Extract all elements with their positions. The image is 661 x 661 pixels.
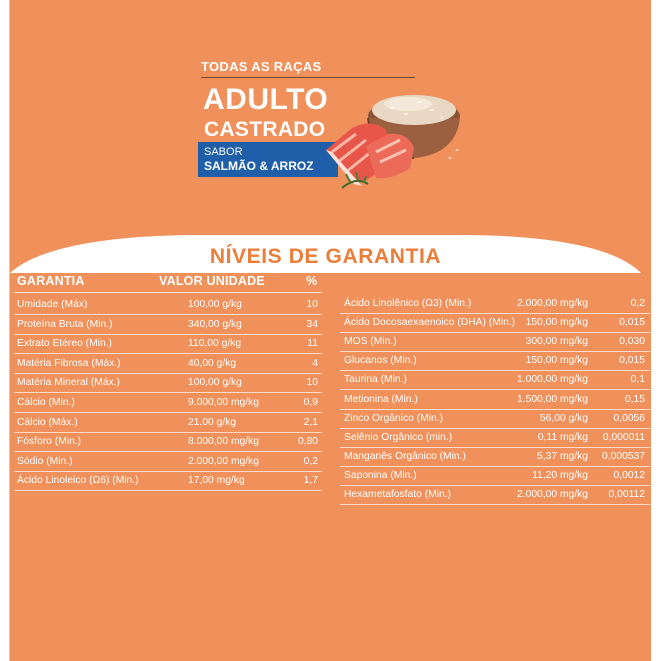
nutrient-percent: 1,7 xyxy=(303,475,318,487)
nutrient-percent: 0,80 xyxy=(297,436,318,448)
table-row xyxy=(14,334,322,354)
table-row xyxy=(340,313,650,333)
nutrient-percent: 34 xyxy=(306,318,318,330)
nutrient-name: Ácido Docosaexaenoico (DHA) (Min.) xyxy=(344,317,516,329)
table-row xyxy=(14,373,322,393)
table-row xyxy=(340,447,650,467)
nutrient-value: 11,20 mg/kg xyxy=(532,469,588,481)
table-row xyxy=(340,485,650,505)
nutrient-percent: 0,00112 xyxy=(608,489,645,500)
nutrient-name: Taurina (Min.) xyxy=(344,374,407,386)
nutrient-name: Manganês Orgânico (Min.) xyxy=(344,450,466,462)
product-title-line1: ADULTO xyxy=(203,83,329,116)
nutrient-value: 0,11 mg/kg xyxy=(537,431,588,443)
breeds-label: TODAS AS RAÇAS xyxy=(201,59,322,74)
nutrient-percent: 0,0012 xyxy=(613,469,645,481)
nutrient-name: Umidade (Máx) xyxy=(17,299,88,310)
salmon-rice-illustration xyxy=(322,88,472,196)
nutrient-percent: 0,2 xyxy=(630,298,645,309)
nutrient-value: 150,00 mg/kg xyxy=(525,317,588,329)
header-divider xyxy=(201,77,415,78)
table-row xyxy=(340,332,650,352)
nutrient-value: 56,00 g/kg xyxy=(539,412,588,424)
nutrient-name: Zinco Orgânico (Min.) xyxy=(344,412,443,424)
nutrient-name: Ácido Linolênico (Ω3) (Min.) xyxy=(344,298,472,309)
nutrient-name: Hexametafosfato (Min.) xyxy=(344,489,452,500)
table-row xyxy=(340,351,650,371)
nutrient-value: 340,00 g/kg xyxy=(188,318,242,330)
nutrient-percent: 2,1 xyxy=(303,416,318,428)
nutrient-value: 100,00 g/kg xyxy=(188,377,242,389)
nutrient-name: Sódio (Min.) xyxy=(17,455,73,467)
flavor-name: SALMÃO & ARROZ xyxy=(204,159,314,173)
nutrient-percent: 0,000011 xyxy=(602,431,645,443)
header-divider-line xyxy=(14,292,322,293)
nutrient-name: Fósforo (Min.) xyxy=(17,436,82,448)
flavor-prefix: SABOR xyxy=(204,146,243,158)
nutrient-percent: 0,030 xyxy=(619,336,645,348)
nutrient-value: 17,00 mg/kg xyxy=(188,475,245,487)
nutrient-percent: 10 xyxy=(306,377,318,389)
nutrient-value: 2.000,00 mg/kg xyxy=(517,489,588,500)
nutrient-name: Matéria Fibrosa (Máx.) xyxy=(17,357,121,369)
nutrient-percent: 0,015 xyxy=(619,355,645,367)
table-row xyxy=(14,452,322,472)
table-row xyxy=(14,471,322,491)
nutrient-name: Cálcio (Máx.) xyxy=(17,416,78,428)
nutrient-percent: 10 xyxy=(306,299,318,310)
nutrient-value: 8.000,00 mg/kg xyxy=(188,436,259,448)
nutrient-name: Glucanos (Min.) xyxy=(344,355,417,367)
nutrient-value: 110,00 g/kg xyxy=(188,338,242,350)
nutrient-value: 9.000,00 mg/kg xyxy=(188,397,259,408)
row-divider xyxy=(14,490,322,491)
nutrient-percent: 0,015 xyxy=(619,317,645,329)
nutrient-percent: 0,1 xyxy=(630,374,645,386)
nutrient-value: 2.000,00 mg/kg xyxy=(188,455,259,467)
nutrient-value: 1.500,00 mg/kg xyxy=(517,393,588,405)
table-row xyxy=(340,409,650,429)
nutrient-name: Saponina (Min.) xyxy=(344,469,417,481)
nutrient-percent: 11 xyxy=(307,338,318,350)
nutrient-value: 2.000,00 mg/kg xyxy=(517,298,588,309)
nutrient-value: 21,00 g/kg xyxy=(188,416,237,428)
row-divider xyxy=(340,504,650,505)
table-row xyxy=(14,295,322,315)
table-row xyxy=(340,370,650,390)
nutrient-percent: 0,15 xyxy=(624,393,645,405)
table-row xyxy=(340,294,650,314)
nutrient-percent: 0,2 xyxy=(303,455,318,467)
table-row xyxy=(14,393,322,413)
table-row xyxy=(340,428,650,448)
nutrient-value: 100,00 g/kg xyxy=(188,299,242,310)
nutrient-value: 300,00 mg/kg xyxy=(525,336,588,348)
nutrient-value: 150,00 mg/kg xyxy=(525,355,588,367)
table-row xyxy=(14,315,322,335)
nutrient-name: Metionina (Min.) xyxy=(344,393,418,405)
column-header-pct: % xyxy=(306,274,318,288)
section-banner-text-wrap xyxy=(10,233,641,273)
product-title-line2: CASTRADO xyxy=(204,118,326,141)
nutrient-name: Cálcio (Min.) xyxy=(17,397,75,408)
nutrient-name: Proteína Bruta (Min.) xyxy=(17,318,113,330)
section-title: NÍVEIS DE GARANTIA xyxy=(209,245,442,268)
table-row xyxy=(340,390,650,410)
nutrient-percent: 0,0056 xyxy=(613,412,645,424)
table-row xyxy=(340,466,650,486)
column-header-valor: VALOR UNIDADE xyxy=(159,274,265,288)
nutrient-name: Extrato Etéreo (Min.) xyxy=(17,338,112,350)
nutrient-value: 40,00 g/kg xyxy=(188,357,237,369)
nutrient-name: Ácido Linoleico (Ω6) (Min.) xyxy=(17,475,139,487)
nutrient-percent: 0,000537 xyxy=(602,450,645,462)
nutrient-value: 5,37 mg/kg xyxy=(537,450,588,462)
column-header-garantia: GARANTIA xyxy=(17,274,85,288)
nutrient-name: MOS (Min.) xyxy=(344,336,397,348)
table-row xyxy=(14,413,322,433)
nutrient-name: Selênio Orgânico (min.) xyxy=(344,431,453,443)
nutrient-name: Matéria Mineral (Máx.) xyxy=(17,377,120,389)
flavor-badge xyxy=(198,142,338,177)
nutrient-percent: 0,9 xyxy=(303,397,318,408)
nutrient-percent: 4 xyxy=(312,357,318,369)
table-row xyxy=(14,432,322,452)
table-row xyxy=(14,354,322,374)
nutrient-value: 1.000,00 mg/kg xyxy=(517,374,588,386)
